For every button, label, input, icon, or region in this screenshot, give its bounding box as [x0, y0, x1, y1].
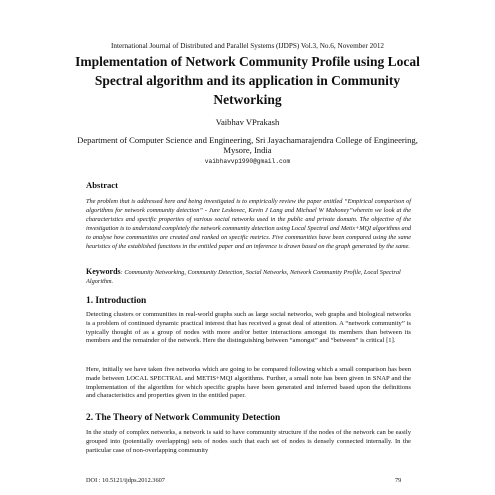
- author-email: vaibhavvp1990@gmail.com: [204, 158, 291, 165]
- theory-paragraph-1: In the study of complex networks, a network is said to have community structure if the nodes of the network can be easily grouped into (potentially overlapping) sets of nodes such that each set of nodes is densely connected internally. In the particular case of non-overlapping community: [86, 429, 411, 454]
- intro-paragraph-1: Detecting clusters or communities in real-world graphs such as large social networks, web graphs and biological networks is a problem of continued dynamic practical interest that has received a great deal of attention. A “network community” is typically thought of as a group of nodes with more and/or better interactions amongst its members than between its members and the remainder of the network. Here the distinguishing between “amongst” and “between” is critical [1].: [86, 311, 411, 345]
- journal-header: International Journal of Distributed and Parallel Systems (IJDPS) Vol.3, No.6, November 2012: [110, 42, 385, 50]
- keywords-text: : Community Networking, Community Detection, Social Networks, Network Community Profile, Local Spectral Algorithm.: [86, 269, 401, 286]
- keywords: [86, 267, 411, 286]
- section-heading-theory: 2. The Theory of Network Community Detection: [86, 413, 281, 423]
- doi-footer: DOI : 10.5121/ijdps.2012.3607: [86, 477, 165, 484]
- section-heading-introduction: 1. Introduction: [86, 296, 147, 306]
- author-name: Vaibhav VPrakash: [215, 117, 280, 127]
- abstract-text: The problem that is addressed here and being investigated is to empirically review the paper entitled “Empirical comparison of algorithms for network community detection” - Jure Leskovec, Kevin J Lang and Michael W Mahoney”wherein we look at the characteristics and specific properties of various social networks used in the public and private domain. The objective of the investigation is to understand completely the network community detection using Local Spectral and Metis+MQI algorithms and to analyse how communities are created and ranked on specific metrics. Five communities have been compared using the same heuristics of the established functions in the entitled paper and an inference is drawn based on the graph generated by the same.: [86, 198, 411, 251]
- paper-title: Implementation of Network Community Profile using Local Spectral algorithm and its application in Community Networking: [75, 54, 420, 107]
- intro-paragraph-2: Here, initially we have taken five networks which are going to be compared following which a small comparison has been made between LOCAL SPECTRAL and METIS+MQI algorithms. Further, a small note has been given in SNAP and the implementation of the algorithm for which specific graphs have been generated and inferred based upon the definitions and characteristics and properties given in the entitled paper.: [86, 366, 411, 400]
- keywords-label: Keywords: [86, 267, 121, 276]
- abstract-heading: Abstract: [86, 180, 118, 190]
- page-number: 79: [395, 477, 402, 484]
- author-affiliation: Department of Computer Science and Engineering, Sri Jayachamarajendra College of Engineering, Mysore, India: [77, 135, 418, 155]
